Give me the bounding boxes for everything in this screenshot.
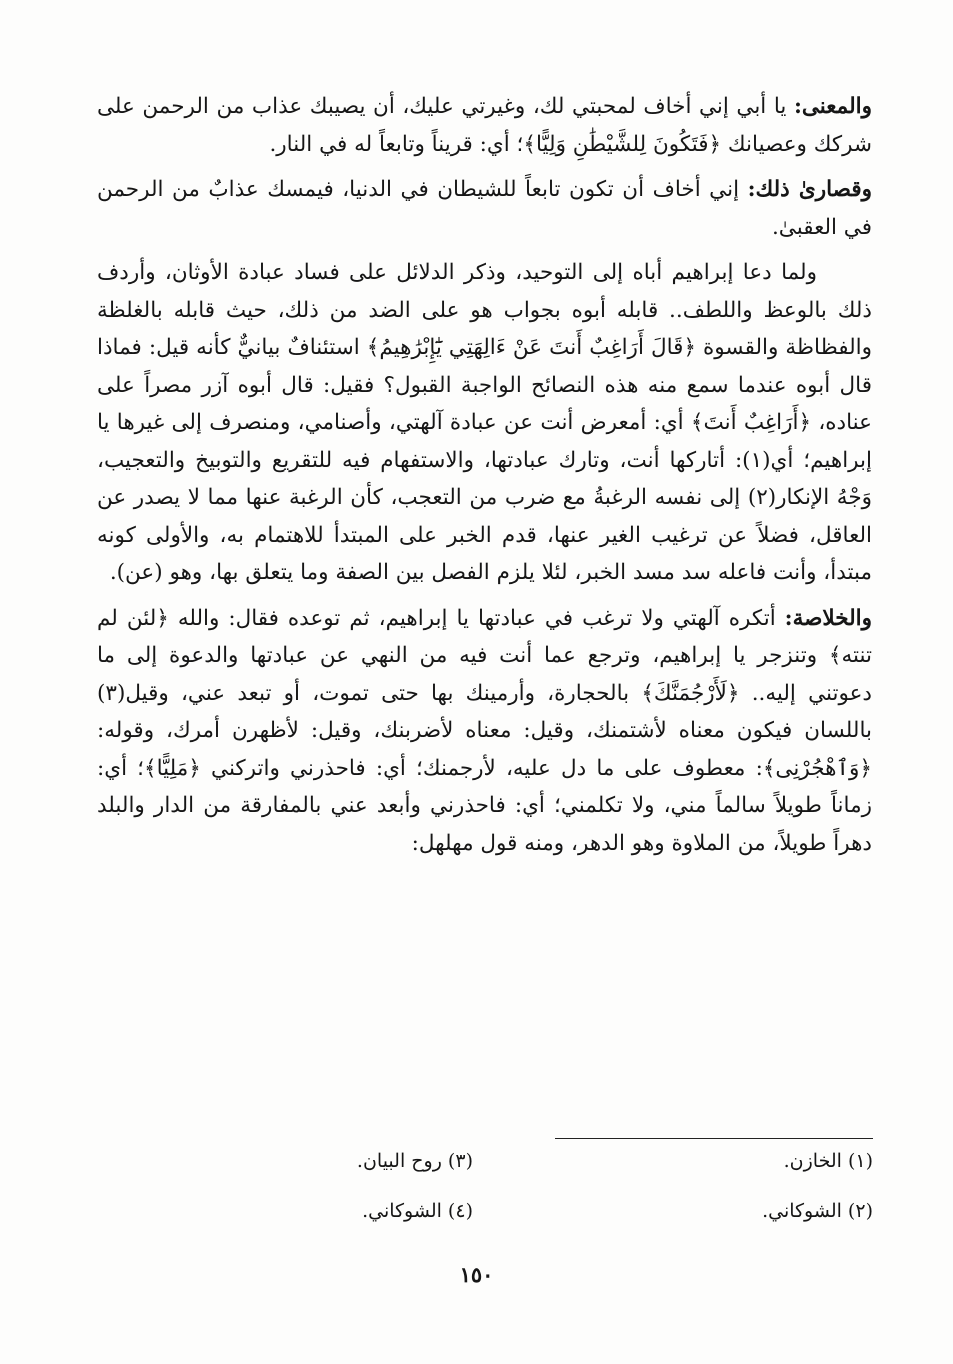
footnote-1: (١) الخازن. [783,1150,873,1172]
paragraph-text: أتكره آلهتي ولا ترغب في عبادتها يا إبراهيم، ثم توعده فقال: والله ﴿لئن لم تنته﴾ وتنزجر يا إبراهيم، وترجع عما أنت فيه من النهي عن عبادتها والدعوة إلى ما دعوتني إليه.. ﴿لَأَرْجُمَنَّكَ﴾ بالحجارة، وأرمينك بها حتى تموت، أو تبعد عني، وقيل(٣) باللسان فيكون معناه لأشتمنك، وقيل: معناه لأضربنك، وقيل: لأظهرن أمرك، وقوله: ﴿وَٱهْجُرْنِى﴾: معطوف على ما دل عليه، لأرجمنك؛ أي: فاحذرني واتركني ﴿مَلِيًّا﴾؛ أي: زماناً طويلاً سالماً مني، ولا تكلمني؛ أي: فاحذرني وأبعد عني بالمفارقة من الدار والبلد دهراً طويلاً، من الملاوة وهو الدهر، ومنه قول مهلهل: [97,605,872,856]
paragraph-heading: والخلاصة: [784,605,872,631]
footnote-3: (٣) روح البيان. [356,1150,473,1172]
paragraph-meaning [97,88,872,163]
footnote-4: (٤) الشوكاني. [362,1200,473,1222]
paragraph-conclusion [97,600,872,863]
page-number: ١٥٠ [459,1262,494,1287]
paragraph-text: إني أخاف أن تكون تابعاً للشيطان في الدنيا، فيمسك عذابٌ من الرحمن في العقبىٰ. [97,177,872,240]
footnote-2: (٢) الشوكاني. [762,1200,873,1222]
paragraph-text: ولما دعا إبراهيم أباه إلى التوحيد، وذكر الدلائل على فساد عبادة الأوثان، وأردف ذلك بالوعظ واللطف.. قابله أبوه بجواب هو على الضد من ذلك، حيث قابله بالغلظة والفظاظة والقسوة ﴿قَالَ أَرَاغِبٌ أَنتَ عَنْ ءَالِهَتِي يَٰٓإِبْرَٰهِيمُ﴾ استئنافٌ بيانيٌّ كأنه قيل: فماذا قال أبوه عندما سمع منه هذه النصائح الواجبة القبول؟ فقيل: قال أبوه آزر مصراً على عناده، ﴿أَرَاغِبٌ أَنتَ﴾ أي: أمعرض أنت عن عبادة آلهتي، وأصنامي، ومنصرف إلى غيرها يا إبراهيم؛ أي(١): أتاركها أنت، وتارك عبادتها، والاستفهام فيه للتقريع والتوبيخ والتعجيب، وَجْهُ الإنكار(٢) إلى نفسه الرغبةُ مع ضرب من التعجب، كأن الرغبة عنها مما لا يصدر عن العاقل، فضلاً عن ترغيب الغير عنها، قدم الخبر على المبتدأ للاهتمام به، والأولى كونه مبتدأ، وأنت فاعله سد مسد الخبر، لئلا يلزم الفصل بين الصفة وما يتعلق بها، وهو (عن). [97,260,872,585]
paragraph-heading: وقصارىٰ ذلك: [747,177,872,202]
paragraph-text: يا أبي إني أخاف لمحبتي لك، وغيرتي عليك، أن يصيبك عذاب من الرحمن على شركك وعصيانك ﴿فَتَكُونَ لِلشَّيْطَٰنِ وَلِيًّا﴾؛ أي: قريناً وتابعاً له في النار. [97,94,872,157]
footnote-divider [555,1138,873,1139]
paragraph-heading: والمعنى: [793,94,872,119]
main-text [97,88,872,870]
paragraph-body [97,254,872,592]
paragraph-summary-short [97,171,872,246]
